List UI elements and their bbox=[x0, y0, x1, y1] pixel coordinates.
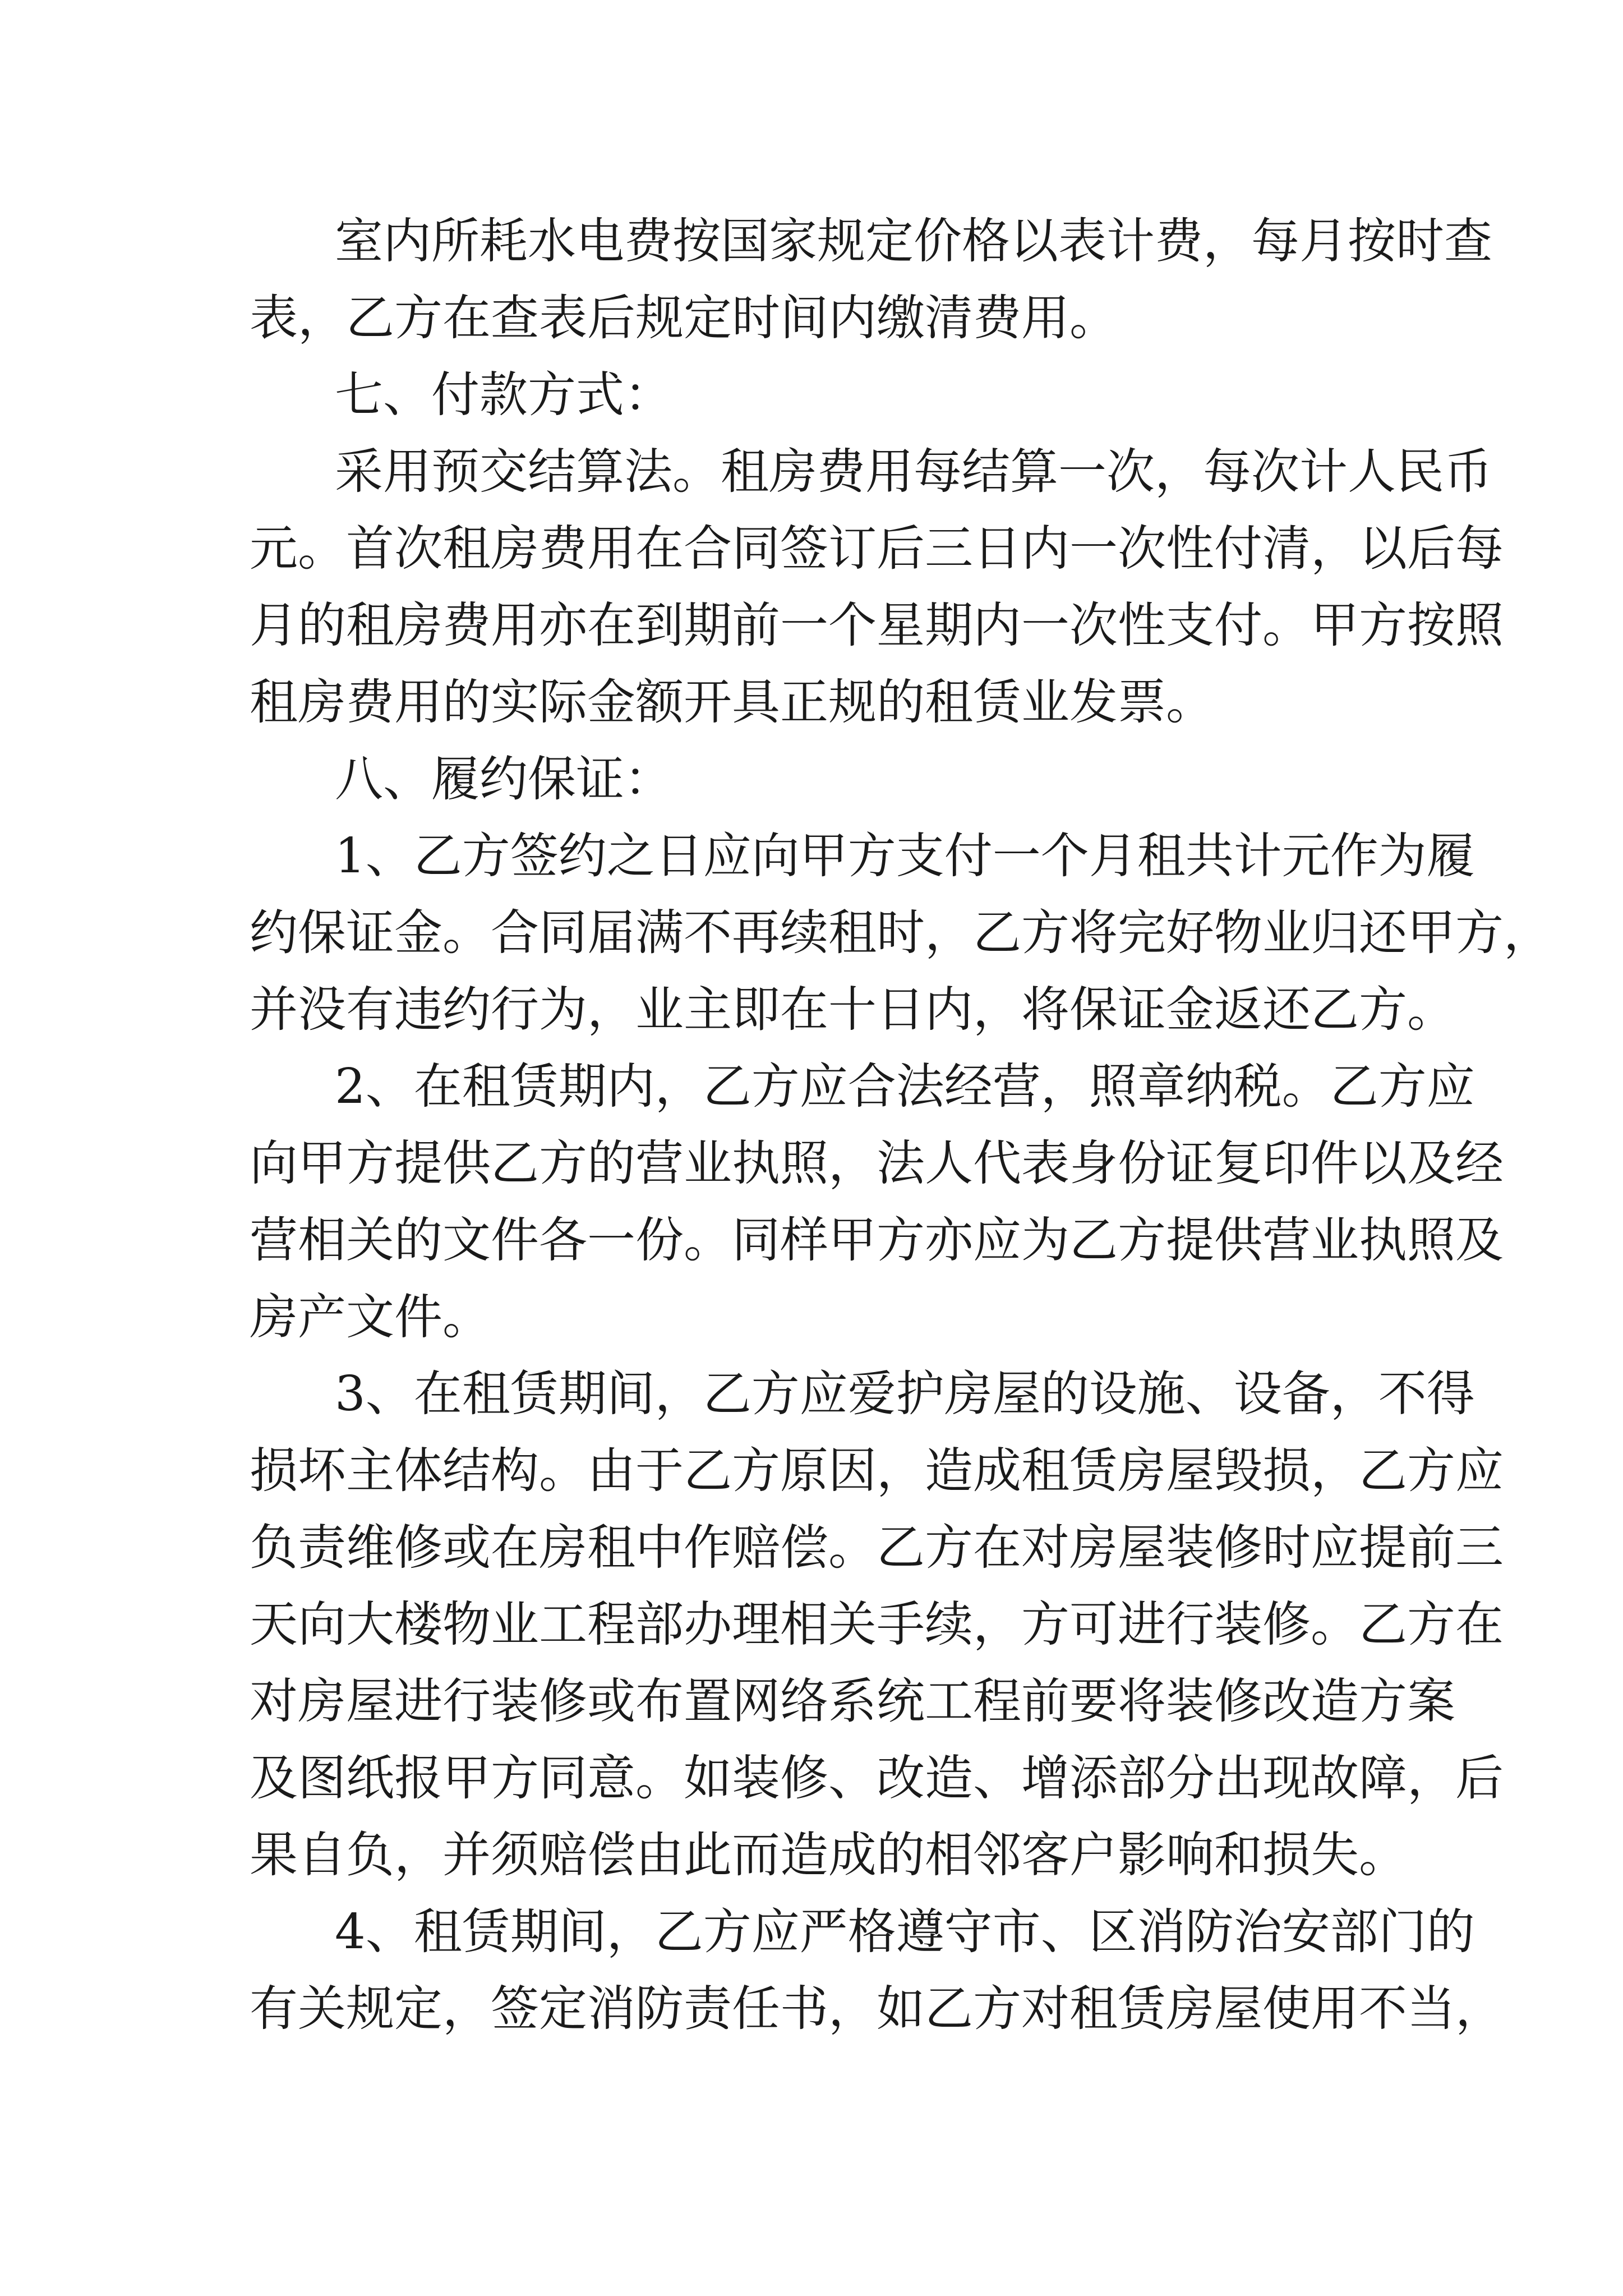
paragraph-line: 房产文件。 bbox=[250, 1289, 491, 1345]
paragraph-line: 有关规定，签定消防责任书，如乙方对租赁房屋使用不当， bbox=[250, 1981, 1504, 2037]
paragraph-line: 室内所耗水电费按国家规定价格以表计费，每月按时查 bbox=[335, 213, 1492, 269]
paragraph-line: 4、租赁期间，乙方应严格遵守市、区消防治安部门的 bbox=[335, 1904, 1475, 1960]
paragraph-line: 负责维修或在房租中作赔偿。乙方在对房屋装修时应提前三 bbox=[250, 1520, 1504, 1576]
paragraph-line: 向甲方提供乙方的营业执照，法人代表身份证复印件以及经 bbox=[250, 1135, 1504, 1191]
document-body bbox=[250, 203, 1552, 2047]
paragraph-line: 元。首次租房费用在合同签订后三日内一次性付清，以后每 bbox=[250, 521, 1504, 577]
paragraph-line: 租房费用的实际金额开具正规的租赁业发票。 bbox=[250, 674, 1214, 730]
paragraph-line: 3、在租赁期间，乙方应爱护房屋的设施、设备，不得 bbox=[335, 1366, 1475, 1422]
paragraph-line: 损坏主体结构。由于乙方原因，造成租赁房屋毁损，乙方应 bbox=[250, 1443, 1504, 1499]
paragraph-line: 2、在租赁期内，乙方应合法经营，照章纳税。乙方应 bbox=[335, 1059, 1475, 1115]
paragraph-line: 月的租房费用亦在到期前一个星期内一次性支付。甲方按照 bbox=[250, 597, 1504, 654]
paragraph-line: 果自负，并须赔偿由此而造成的相邻客户影响和损失。 bbox=[250, 1827, 1407, 1883]
paragraph-line: 采用预交结算法。租房费用每结算一次，每次计人民币 bbox=[335, 444, 1492, 500]
paragraph-line: 表，乙方在查表后规定时间内缴清费用。 bbox=[250, 290, 1118, 346]
section-heading: 八、履约保证： bbox=[335, 751, 672, 807]
paragraph-line: 约保证金。合同届满不再续租时，乙方将完好物业归还甲方， bbox=[250, 905, 1552, 961]
paragraph-line: 并没有违约行为，业主即在十日内，将保证金返还乙方。 bbox=[250, 982, 1455, 1038]
section-heading: 七、付款方式： bbox=[335, 367, 672, 423]
paragraph-line: 对房屋进行装修或布置网络系统工程前要将装修改造方案 bbox=[250, 1673, 1455, 1729]
paragraph-line: 天向大楼物业工程部办理相关手续，方可进行装修。乙方在 bbox=[250, 1596, 1504, 1653]
paragraph-line: 营相关的文件各一份。同样甲方亦应为乙方提供营业执照及 bbox=[250, 1212, 1504, 1268]
paragraph-line: 1、乙方签约之日应向甲方支付一个月租共计元作为履 bbox=[335, 828, 1475, 884]
paragraph-line: 及图纸报甲方同意。如装修、改造、增添部分出现故障，后 bbox=[250, 1750, 1504, 1806]
